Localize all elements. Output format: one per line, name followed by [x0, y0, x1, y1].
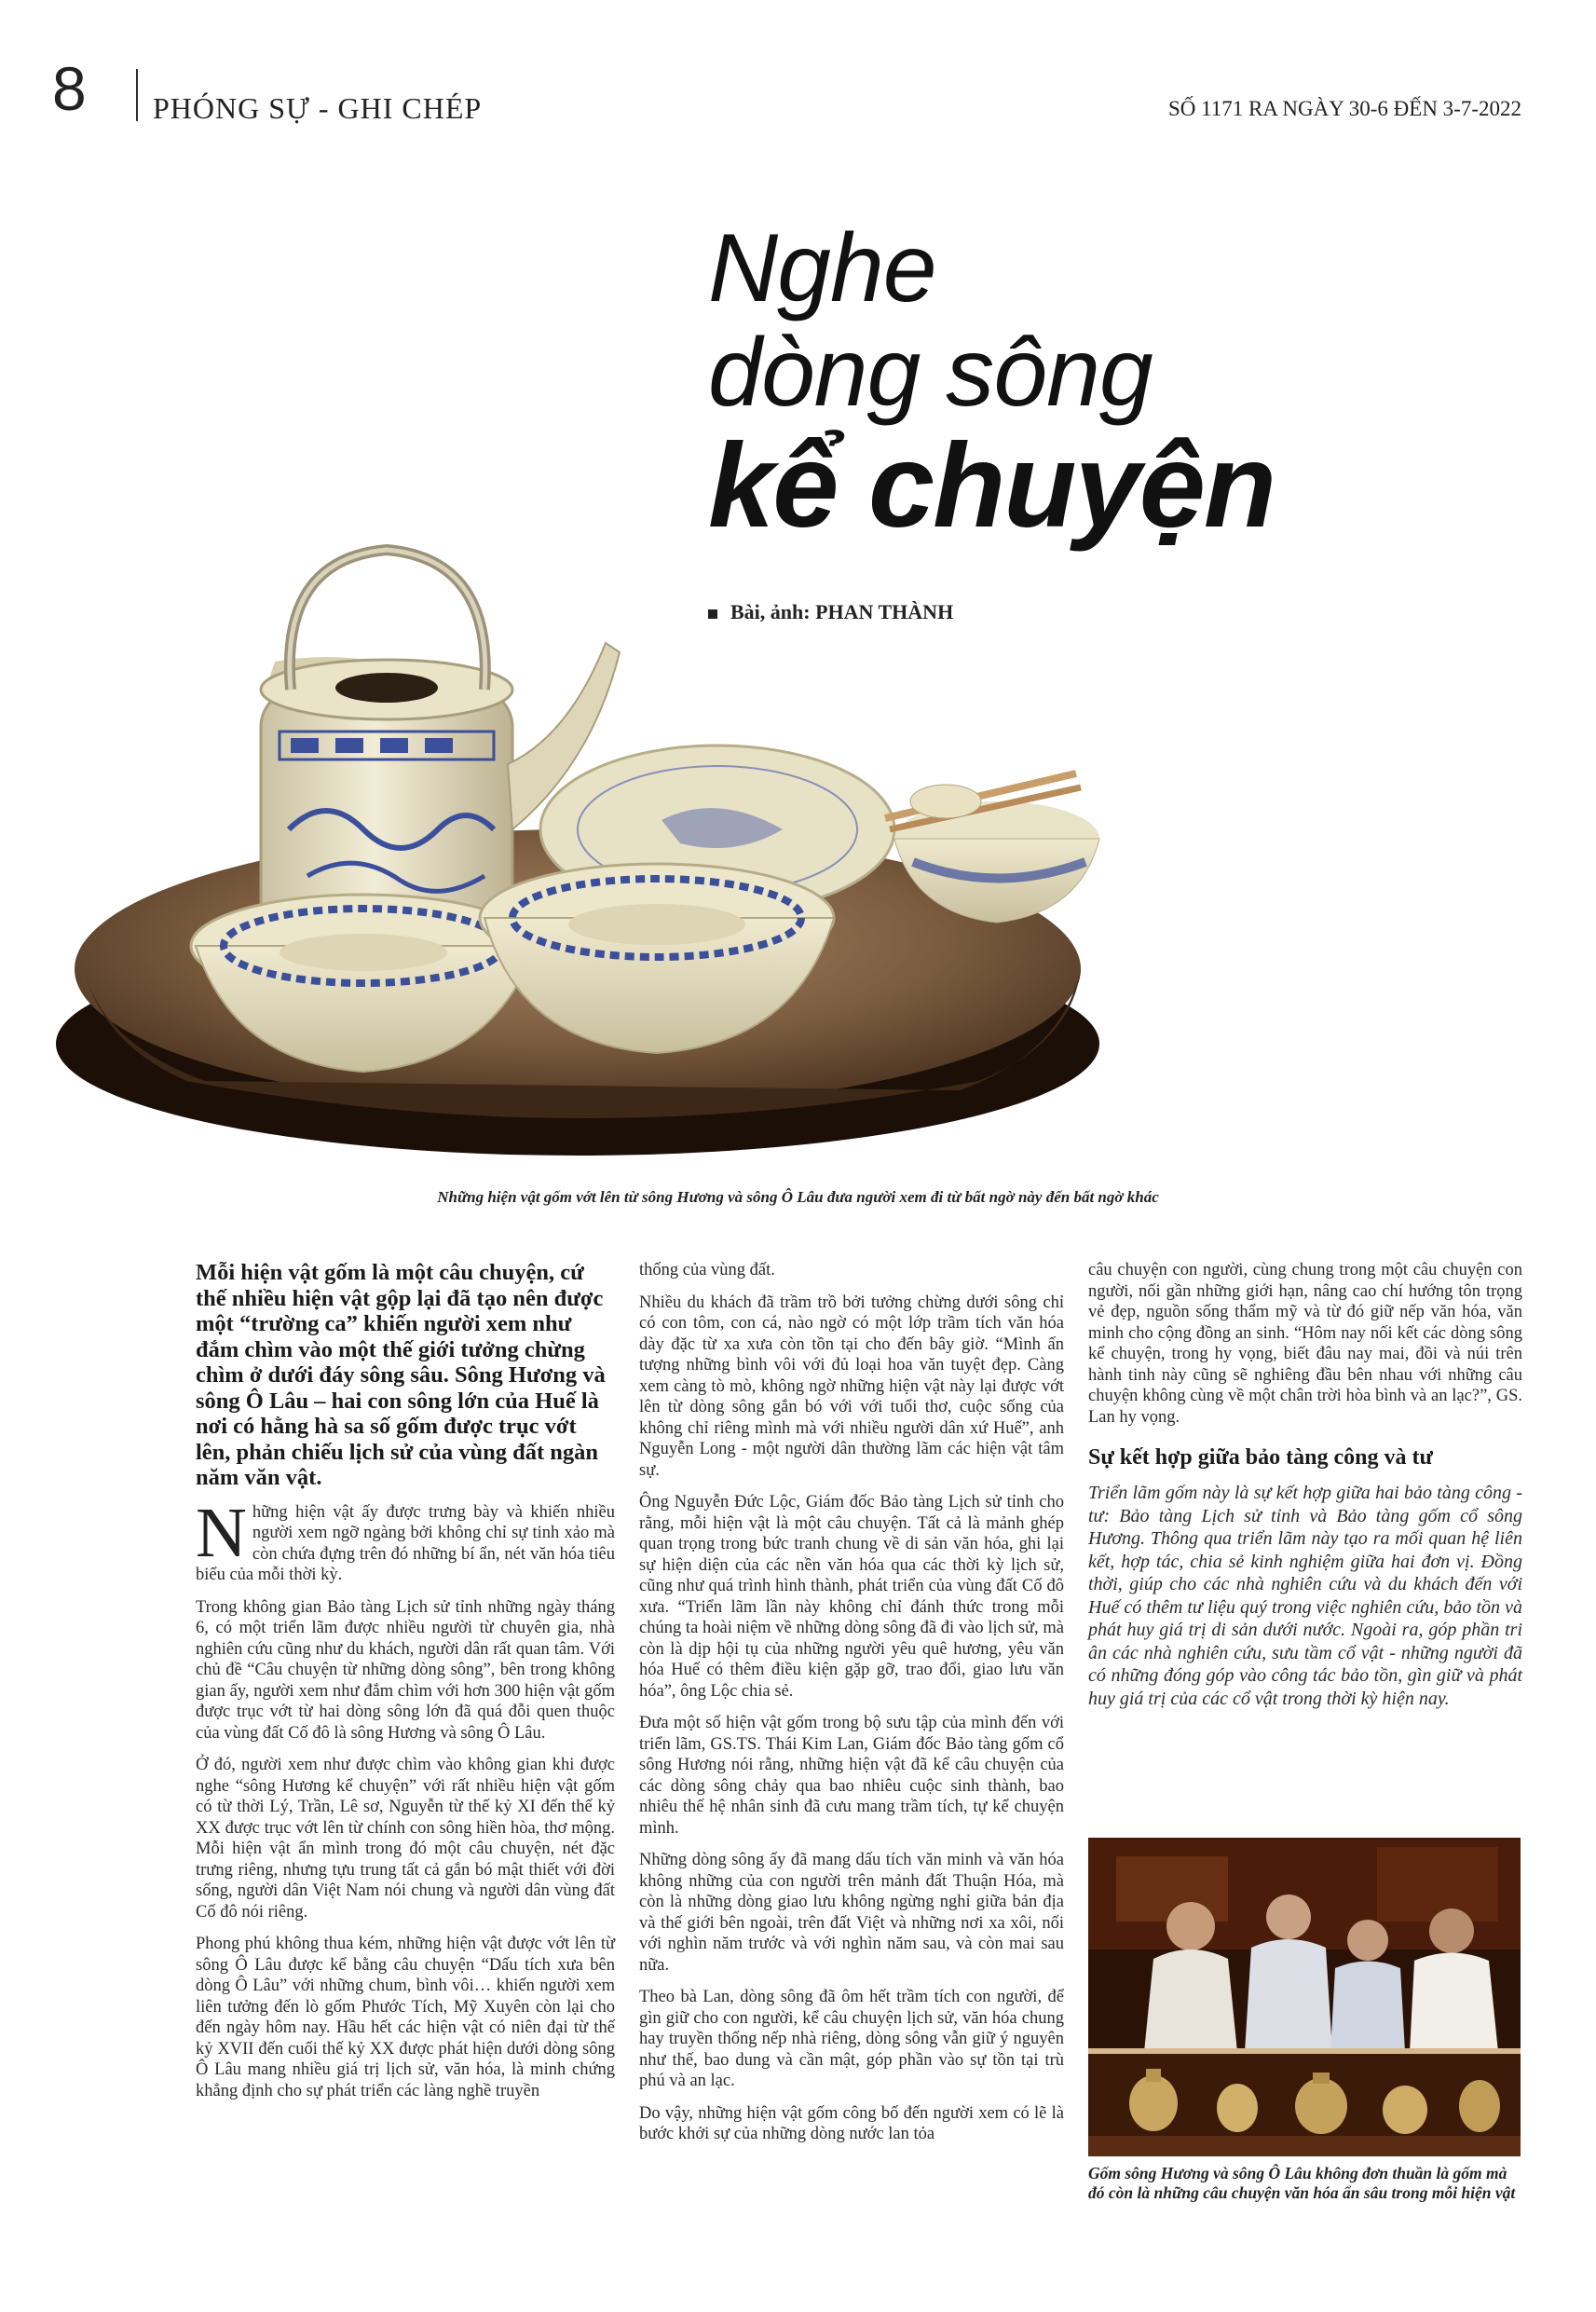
drop-cap: N — [196, 1493, 247, 1572]
main-photo-caption: Những hiện vật gốm vớt lên từ sông Hương và sông Ô Lâu đưa người xem đi từ bất ngờ này đến bất ngờ khác — [437, 1188, 1159, 1206]
exhibition-photo — [1088, 1838, 1521, 2156]
paragraph-6: Nhiều du khách đã trầm trồ bởi tưởng chừng dưới sông chỉ có con tôm, con cá, nào ngờ có một lớp trầm tích văn hóa dày đặc từ xa xưa còn tồn tại cho đến bây giờ. “Mình ấn tượng những bình vôi với đủ loại hoa văn tuyệt đẹp. Càng xem càng tò mò, không ngờ những hiện vật này lại được vớt lên từ dòng sông gắn bó với với tuổi thơ, cuộc sống của không chỉ riêng mình mà với nhiều người dân xứ Huế”, anh Nguyễn Long - một người dân thường lãm các hiện vật tâm sự. — [639, 1293, 1064, 1480]
paragraph-12: câu chuyện con người, cùng chung trong một câu chuyện con người, nối gần những giới hạn, nâng cao chí hướng tôn trọng vẻ đẹp, nguồn sống thẩm mỹ và từ đó giữ nếp văn hóa, văn minh cho cộng đồng an sinh. “Hôm nay nối kết các dòng sông kể chuyện, trong hy vọng, biết đâu nay mai, đồi và núi trên hành tinh này cũng sẽ nghiêng đầu bên nhau với những câu chuyện không cùng về một chân trời hòa bình và an lạc?”, GS. Lan hy vọng. — [1088, 1261, 1522, 1427]
paragraph-1 — [196, 1493, 615, 1586]
issue-info: SỐ 1171 RA NGÀY 30-6 ĐẾN 3-7-2022 — [1167, 97, 1521, 120]
byline-bullet-icon — [708, 609, 717, 619]
paragraph-5: thống của vùng đất. — [639, 1261, 775, 1279]
article-lead: Mỗi hiện vật gốm là một câu chuyện, cứ thế nhiều hiện vật gộp lại đã tạo nên được một “trường ca” khiến người xem như đắm chìm vào một thế giới tưởng chừng chìm ở dưới đáy sông sâu. Sông Hương và sông Ô Lâu – hai con sông lớn của Huế là nơi có hằng hà sa số gốm được trục vớt lên, phản chiếu lịch sử của vùng đất ngàn năm văn vật. — [196, 1260, 606, 1490]
paragraph-3: Ở đó, người xem như được chìm vào không gian khi được nghe “sông Hương kể chuyện” với rất nhiều hiện vật gốm có từ thời Lý, Trần, Lê sơ, Nguyễn từ thế kỷ XI đến thế kỷ XX được trục vớt lên từ chính con sông hiền hòa, thơ mộng. Mỗi hiện vật ẩn mình trong đó một câu chuyện, nét đặc trưng riêng, nhưng tựu trung tất cả gắn bó mật thiết với đời sống, người dân Việt Nam nói chung và người dân vùng đất Cố đô nói riêng. — [196, 1756, 615, 1922]
column-1 — [196, 1260, 615, 2113]
page-number: 8 — [52, 54, 87, 123]
paragraph-1-text: hững hiện vật ấy được trưng bày và khiến nhiều người xem ngỡ ngàng bởi không chỉ sự tinh xảo mà còn chứa đựng trên đó những bí ẩn, nét văn hóa tiêu biểu của mỗi thời kỳ. — [196, 1502, 615, 1584]
page-header — [0, 0, 1596, 140]
paragraph-9: Những dòng sông ấy đã mang dấu tích văn minh và văn hóa không những của con người trên mảnh đất Thuận Hóa, mà còn là những dòng giao lưu không ngừng nghỉ giữa bản địa và thế giới bên ngoài, trên đất Việt và những nơi xa xôi, nối với nghìn năm trước và với nghìn năm sau, và còn mai sau nữa. — [639, 1851, 1064, 1975]
column-3 — [1088, 1260, 1522, 1721]
subheading: Sự kết hợp giữa bảo tàng công và tư — [1088, 1445, 1433, 1470]
paragraph-13: Triển lãm gốm này là sự kết hợp giữa hai bảo tàng công - tư: Bảo tàng Lịch sử tỉnh và Bảo tàng gốm cổ sông Hương. Thông qua triển lãm này tạo ra mối quan hệ liên kết, hợp tác, chia sẻ kinh nghiệm giữa hai đơn vị. Đồng thời, giúp cho các nhà nghiên cứu và du khách đến với Huế có thêm tư liệu quý trong việc nghiên cứu, bảo tồn và phát huy giá trị di sản dưới nước. Ngoài ra, góp phần tri ân các nhà nghiên cứu, sưu tầm cổ vật - những người đã có những đóng góp vào công tác bảo tồn, gìn giữ và phát huy giá trị của các cổ vật trong thời kỳ hiện nay. — [1088, 1483, 1522, 1709]
byline — [708, 600, 953, 624]
column-2 — [639, 1260, 1064, 2156]
paragraph-7: Ông Nguyễn Đức Lộc, Giám đốc Bảo tàng Lịch sử tỉnh cho rằng, mỗi hiện vật là một câu chuyện. Tất cả là mảnh ghép quan trọng trong bức tranh chung về di sản văn hóa, ghi lại sự hiện diện của các nền văn hóa qua các thời kỳ lịch sử, cũng như quá trình hình thành, phát triển của vùng đất Cố đô xưa. “Triển lãm lần này không chỉ đánh thức trong mỗi chúng ta hoài niệm về những dòng sông đã đi vào lịch sử, mà còn là dịp hội tụ của những người yêu quê hương, yêu văn hóa Huế có thêm điều kiện gặp gỡ, trao đổi, giao lưu văn hóa”, ông Lộc chia sẻ. — [639, 1493, 1064, 1701]
paragraph-10: Theo bà Lan, dòng sông đã ôm hết trầm tích con người, để gìn giữ cho con người, kể câu chuyện lịch sử, văn hóa chung hay truyền thống nếp nhà riêng, dòng sông vẫn giữ ý nguyên như thế, bao dung và cần mật, góp phần vào sự tồn tại trù phú và an lạc. — [639, 1988, 1064, 2090]
paragraph-2: Trong không gian Bảo tàng Lịch sử tỉnh những ngày tháng 6, có một triển lãm được nhiều người từ chuyên gia, nhà nghiên cứu cũng như du khách, người dân rất quan tâm. Với chủ đề “Câu chuyện từ những dòng sông”, bên trong không gian ấy, người xem như đắm chìm với hơn 300 hiện vật gốm được trục vớt từ hai dòng sông lớn đã quá đỗi quen thuộc của vùng đất Cố đô là sông Hương và sông Ô Lâu. — [196, 1597, 615, 1743]
article-title — [708, 214, 1275, 553]
title-line-3: kể chuyện — [708, 419, 1275, 553]
hero-photo-ceramics — [47, 522, 1146, 1174]
paragraph-4: Phong phú không thua kém, những hiện vật được vớt lên từ sông Ô Lâu được kể bằng câu chuyện “Dấu tích xưa bên dòng Ô Lâu” với những chum, bình vôi… khiến người xem liên tưởng đến lò gốm Phước Tích, Mỹ Xuyên còn lại cho đến ngày hôm nay. Hầu hết các hiện vật có niên đại từ thế kỷ XVII đến cuối thế kỷ XX được phát hiện dưới dòng sông Ô Lâu mang nhiều giá trị lịch sử, văn hóa, là minh chứng khẳng định cho sự phát triển các làng nghề truyền — [196, 1935, 615, 2100]
byline-text: Bài, ảnh: PHAN THÀNH — [730, 600, 954, 623]
section-name: PHÓNG SỰ - GHI CHÉP — [153, 91, 483, 125]
paragraph-11: Do vậy, những hiện vật gốm công bố đến người xem có lẽ là bước khởi sự của những dòng nước lan tỏa — [639, 2103, 1064, 2143]
header-divider — [136, 69, 138, 121]
exhibition-photo-caption: Gốm sông Hương và sông Ô Lâu không đơn thuần là gốm mà đó còn là những câu chuyện văn hóa ẩn sâu trong mỗi hiện vật — [1088, 2164, 1516, 2202]
title-line-1: Nghe — [708, 214, 936, 322]
title-line-2: dòng sông — [708, 319, 1153, 427]
paragraph-8: Đưa một số hiện vật gốm trong bộ sưu tập của mình đến với triển lãm, GS.TS. Thái Kim Lan, Giám đốc Bảo tàng gốm cổ sông Hương nói rằng, những hiện vật đã kể câu chuyện của các dòng sông chảy qua bao nhiêu cuộc sinh thành, bao nhiêu thế hệ nhân sinh đã cưu mang trầm tích, tự kể chuyện mình. — [639, 1714, 1064, 1838]
